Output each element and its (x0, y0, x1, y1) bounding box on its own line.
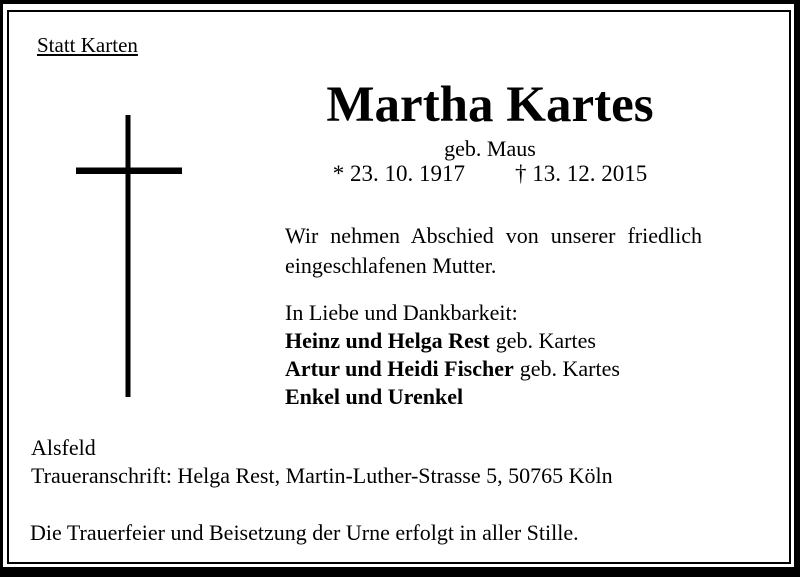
mourner-names: Enkel und Urenkel (285, 384, 464, 409)
dates-line (190, 161, 790, 187)
mourner-line (285, 327, 702, 355)
family-block (285, 299, 702, 411)
final-note: Die Trauerfeier und Beisetzung der Urne erfolgt in aller Stille. (30, 520, 579, 545)
mourner-names: Artur und Heidi Fischer (285, 356, 514, 381)
birth-date: * 23. 10. 1917 (332, 161, 465, 186)
closing-line: In Liebe und Dankbarkeit: (285, 300, 518, 325)
condolence-address-line: Traueranschrift: Helga Rest, Martin-Luther-Strasse 5, 50765 Köln (31, 463, 613, 488)
mourner-names: Heinz und Helga Rest (285, 328, 490, 353)
place-block (31, 434, 613, 490)
mourner-line (285, 355, 702, 383)
deceased-name: Martha Kartes (326, 77, 654, 133)
death-date: † 13. 12. 2015 (515, 161, 648, 186)
mourner-line (285, 383, 702, 411)
latin-cross-icon (74, 112, 184, 400)
pre-note: Statt Karten (37, 33, 138, 57)
maiden-name: geb. Maus (444, 136, 536, 161)
city-line: Alsfeld (31, 435, 96, 460)
mourner-suffix: geb. Kartes (519, 356, 620, 381)
mourner-suffix: geb. Kartes (495, 328, 596, 353)
announcement-text: Wir nehmen Abschied von unserer friedlich eingeschlafenen Mutter. (285, 223, 702, 278)
main-text-block (285, 221, 702, 411)
header-block (190, 79, 790, 187)
